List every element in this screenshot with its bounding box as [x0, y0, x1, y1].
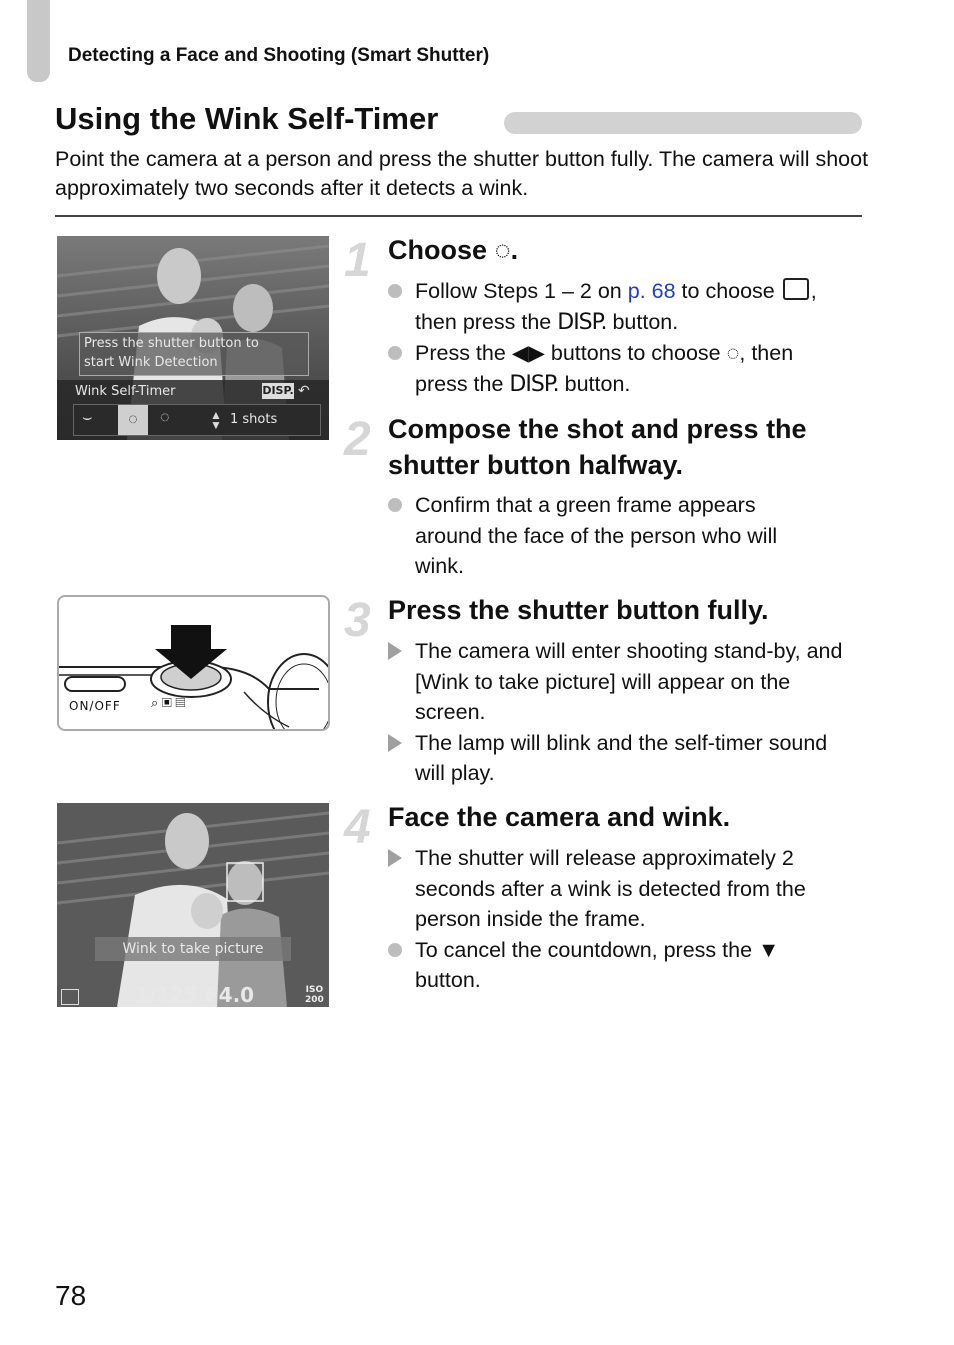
- result-arrow-icon: [388, 734, 402, 752]
- wink-timer-icon: ◌: [726, 341, 740, 365]
- step1-bullets: [388, 276, 868, 400]
- camera-mode-icon: [61, 989, 79, 1005]
- wink-message: Wink to take picture: [122, 941, 264, 957]
- step3-camera-illustration: [57, 595, 330, 731]
- smile-mode-icon[interactable]: ⌣: [82, 409, 93, 426]
- side-tab-marker: [27, 0, 50, 82]
- return-icon: ↶: [298, 382, 310, 398]
- step4-camera-screen: [57, 803, 329, 1007]
- section-intro: Point the camera at a person and press the shutter button fully. The camera will shoot approximately two seconds after it detects a wink.: [55, 147, 869, 200]
- result-arrow-icon: [388, 849, 402, 867]
- wink-message-line2: start Wink Detection: [84, 355, 218, 370]
- list-item: The camera will enter shooting stand-by, and [Wink to take picture] will appear on the screen.: [388, 636, 858, 728]
- menu-bar: [57, 380, 329, 440]
- list-item: The shutter will release approximately 2 seconds after a wink is detected from the person inside the frame.: [388, 843, 858, 935]
- list-item: To cancel the countdown, press the ▼ button.: [388, 935, 858, 996]
- disp-badge-text: DISP.: [262, 384, 294, 397]
- wink-timer-icon: ◌: [494, 235, 511, 265]
- bullet-dot-icon: [388, 943, 402, 957]
- step-number-4: 4: [344, 801, 371, 854]
- section-title: Using the Wink Self-Timer: [55, 101, 439, 136]
- list-item: Press the ◀▶ buttons to choose ◌, then press the DISP. button.: [388, 338, 868, 400]
- shots-count: 1 shots: [230, 412, 278, 427]
- iso-badge: ISO 200: [305, 985, 324, 1005]
- title-decor-bar: [504, 112, 862, 134]
- disp-button-icon: DISP.: [557, 309, 607, 335]
- aperture-value: F4.0: [205, 983, 255, 1007]
- bullet-dot-icon: [388, 498, 402, 512]
- step3-bullets: [388, 636, 858, 789]
- zoom-lever-icon: ⌕ ▣ ▤: [151, 695, 186, 710]
- wink-timer-icon-selected[interactable]: ◌: [118, 405, 148, 435]
- page-number: 78: [55, 1280, 87, 1311]
- bullet-dot-icon: [388, 284, 402, 298]
- step2-title: Compose the shot and press the shutter button halfway.: [388, 414, 807, 480]
- list-item: Confirm that a green frame appears around the face of the person who will wink.: [388, 490, 828, 582]
- wink-message-box: [95, 937, 291, 961]
- power-button-label: ON/OFF: [69, 699, 121, 713]
- step1-title: Choose ◌.: [388, 235, 519, 265]
- face-timer-icon[interactable]: ◌: [160, 409, 170, 426]
- running-header: Detecting a Face and Shooting (Smart Shutter): [68, 45, 490, 66]
- step1-title-text: Choose: [388, 235, 488, 265]
- list-item: The lamp will blink and the self-timer sound will play.: [388, 728, 858, 789]
- down-arrow-icon: ▼: [758, 937, 780, 962]
- menu-options: [73, 404, 321, 436]
- step-number-1: 1: [344, 234, 371, 287]
- left-right-arrows-icon: ◀▶: [511, 341, 545, 365]
- wink-message-box: [79, 332, 309, 376]
- step-number-3: 3: [344, 594, 371, 647]
- up-down-arrows-icon: ▲ ▼: [210, 408, 222, 432]
- step4-bullets: [388, 843, 858, 996]
- page-link[interactable]: p. 68: [627, 279, 676, 303]
- step2-bullets: [388, 490, 828, 582]
- shutter-speed: 1/125: [135, 983, 198, 1007]
- step1-camera-screen: [57, 236, 329, 440]
- list-item: Follow Steps 1 – 2 on p. 68 to choose , then press the DISP. button.: [388, 276, 868, 338]
- step3-title: Press the shutter button fully.: [388, 595, 769, 625]
- disp-badge: [262, 383, 294, 399]
- menu-label: Wink Self-Timer: [75, 384, 176, 399]
- smart-shutter-mode-icon: [783, 278, 809, 300]
- step4-title: Face the camera and wink.: [388, 802, 731, 832]
- step4-photo: [57, 803, 329, 1007]
- result-arrow-icon: [388, 642, 402, 660]
- wink-message-line1: Press the shutter button to: [84, 336, 259, 351]
- disp-button-icon: DISP.: [509, 371, 559, 397]
- divider: [55, 215, 862, 217]
- step-number-2: 2: [344, 413, 371, 466]
- bullet-dot-icon: [388, 346, 402, 360]
